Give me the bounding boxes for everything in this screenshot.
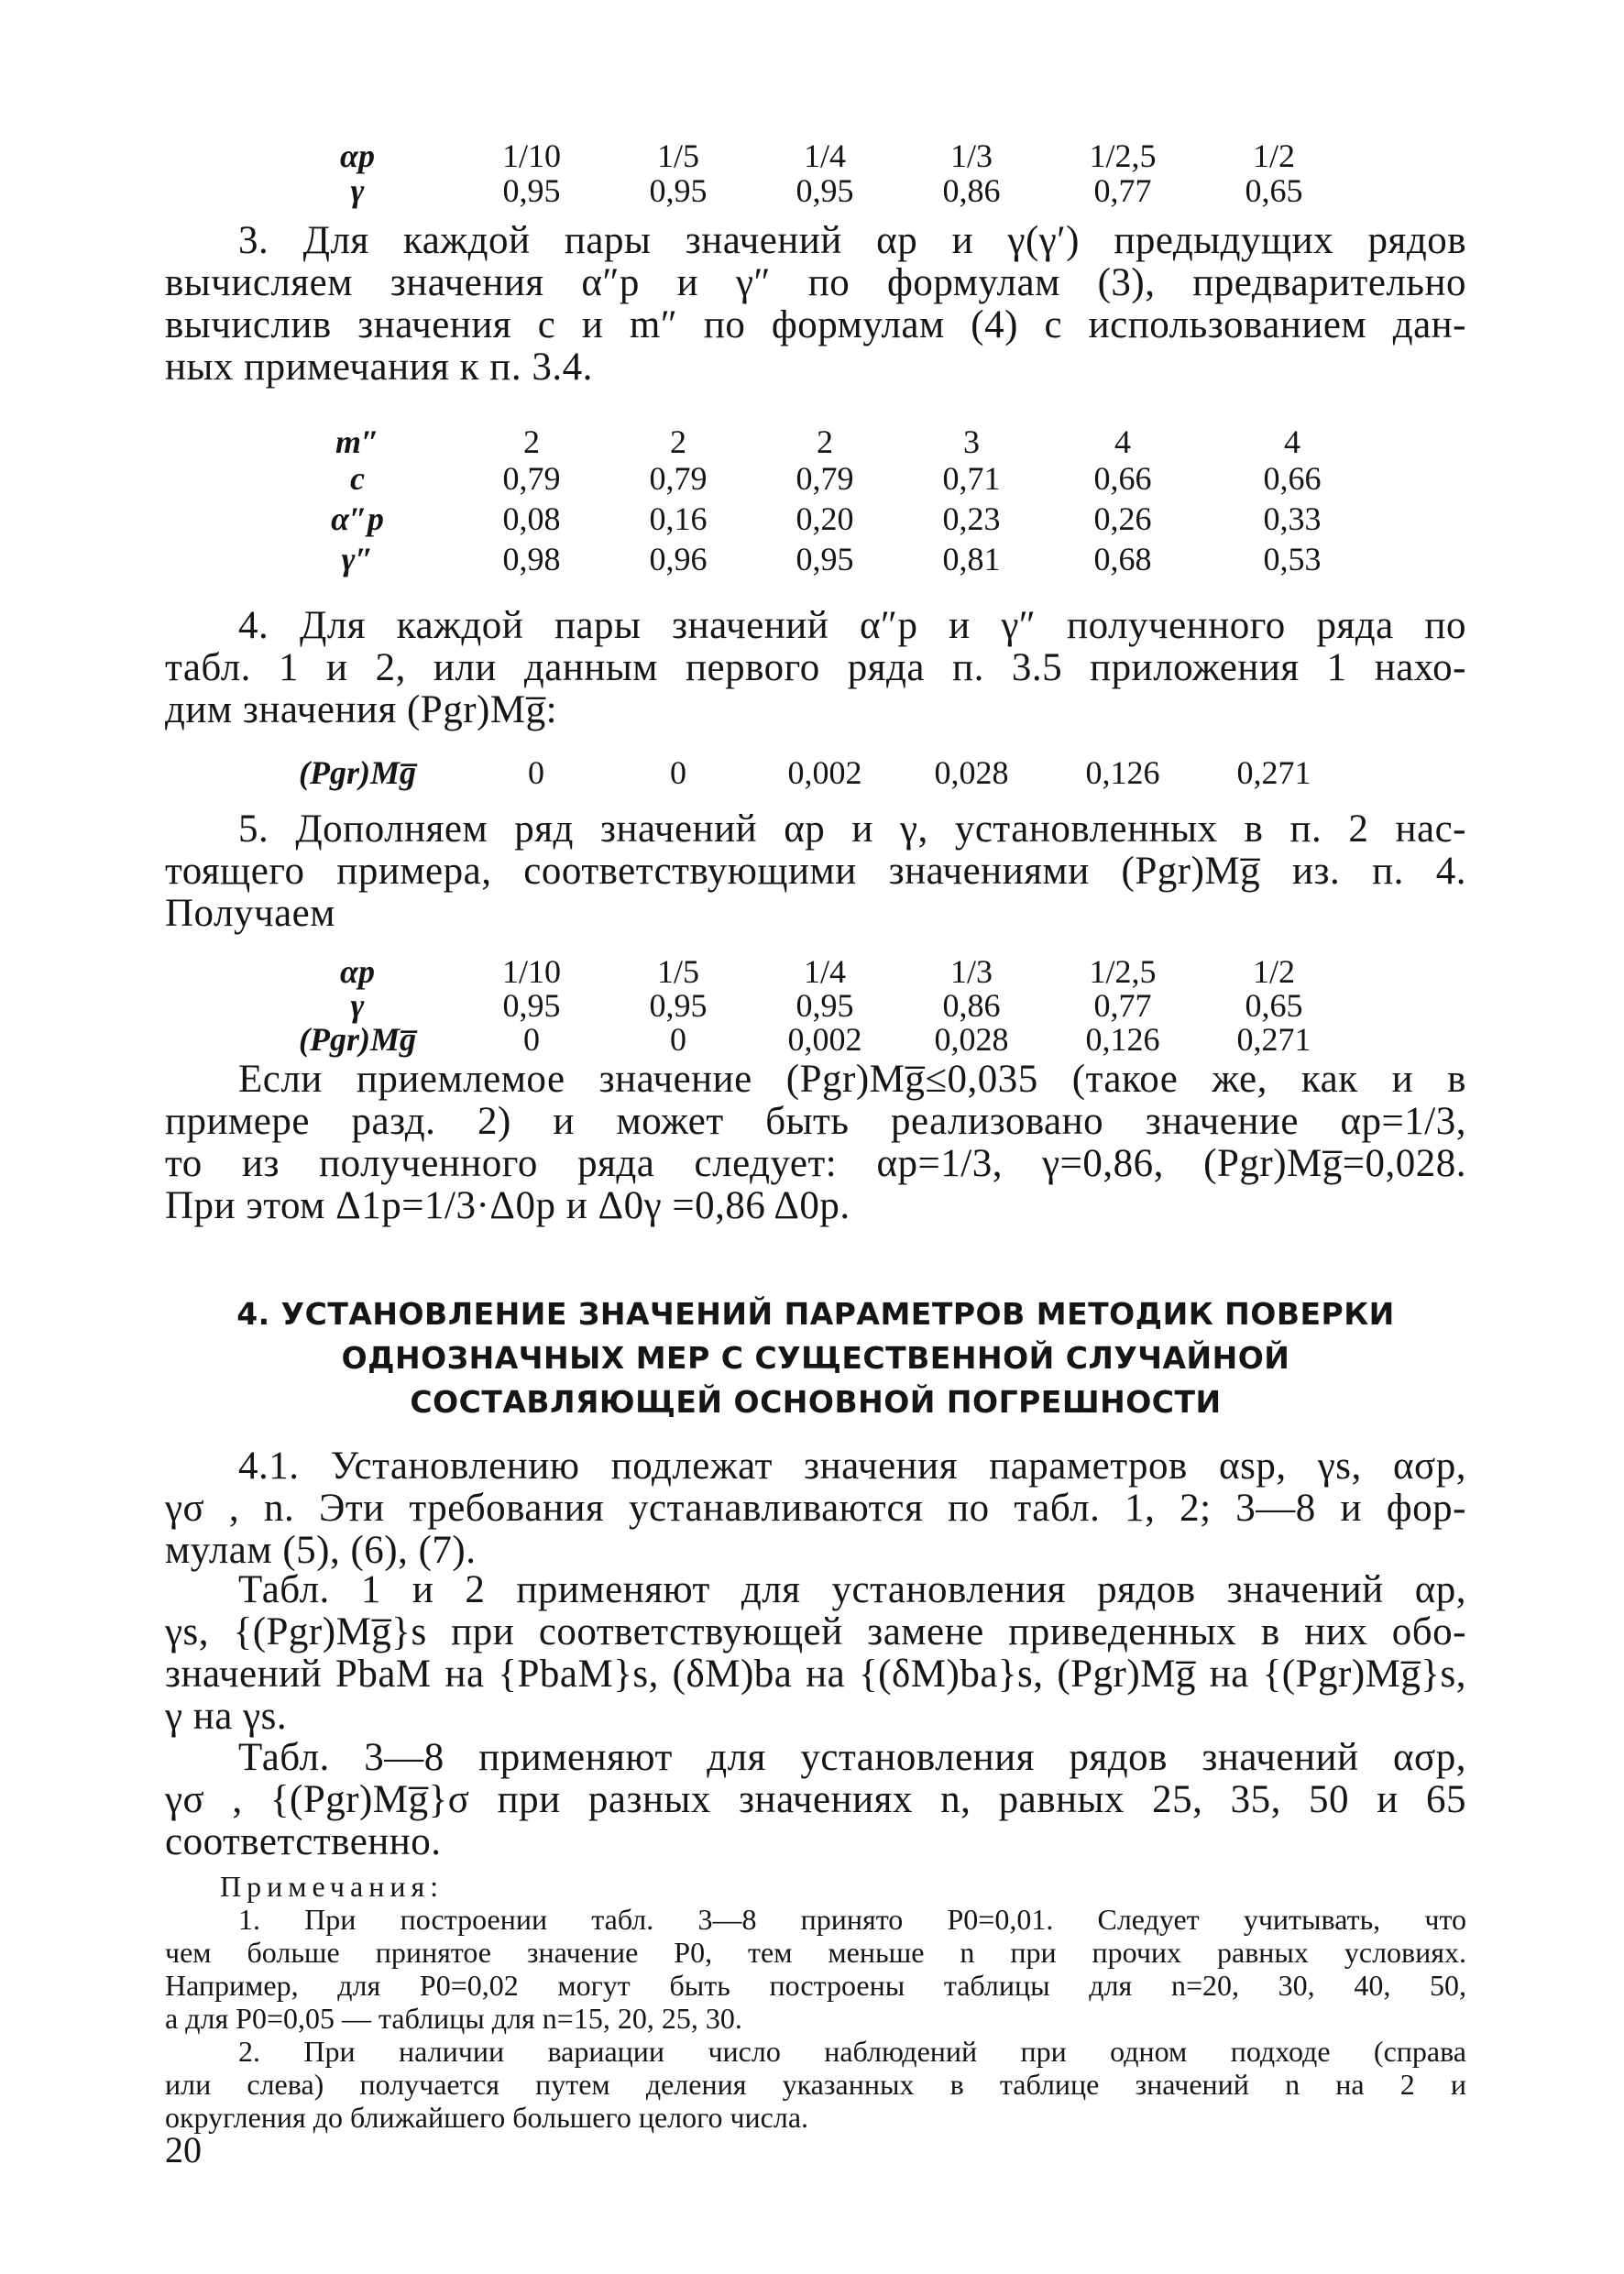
text-line: соответственно. (165, 1820, 442, 1863)
note-line: чем больше принятое значение P0, тем меньше n при прочих равных условиях. (165, 1936, 1466, 1969)
table-cell: 0,95 (796, 541, 854, 577)
table-cell: 0,66 (1263, 460, 1322, 497)
heading-line: СОСТАВЛЯЮЩЕЙ ОСНОВНОЙ ПОГРЕШНОСТИ (410, 1384, 1222, 1420)
table-cell: 4 (1114, 423, 1131, 460)
paragraph-4-1 (165, 1445, 1466, 1572)
paragraph-tables-1-2 (165, 1569, 1466, 1738)
table-cell: 1/10 (501, 137, 561, 174)
table-row (0, 953, 1624, 992)
paragraph-5 (165, 808, 1466, 935)
table-cell: 0,271 (1236, 1021, 1311, 1058)
text-line: 4. Для каждой пары значений α″p и γ″ полученного ряда по (238, 604, 1466, 647)
table-cell: 2 (817, 423, 833, 460)
paragraph-4 (165, 605, 1466, 731)
text-line: γs, {(Pgr)Mg̅}s при соответствующей замене приведенных в них обо- (165, 1610, 1466, 1653)
table-cell: 0,95 (796, 172, 854, 209)
text-line: мулам (5), (6), (7). (165, 1529, 477, 1572)
table-row (0, 500, 1624, 539)
table-row (0, 754, 1624, 793)
page-number: 20 (165, 2129, 202, 2170)
table-cell: 0,002 (787, 1021, 862, 1058)
table-cell: 0,23 (942, 500, 1001, 537)
note-line: 1. При построении табл. 3—8 принято P0=0,01. Следует учитывать, что (238, 1903, 1466, 1936)
heading-line: ОДНОЗНАЧНЫХ МЕР С СУЩЕСТВЕННОЙ СЛУЧАЙНОЙ (341, 1340, 1290, 1376)
table-cell: 0,33 (1263, 500, 1322, 537)
table-cell: 1/3 (949, 137, 993, 174)
table-cell: 0,95 (649, 172, 708, 209)
table-cell: 0,98 (502, 541, 561, 577)
table-cell: 0,028 (934, 754, 1009, 791)
table-cell: 0,79 (796, 460, 854, 497)
table-cell: 1/5 (656, 137, 699, 174)
text-line: γσ , n. Эти требования устанавливаются по табл. 1, 2; 3—8 и фор- (165, 1487, 1466, 1530)
text-line: Табл. 3—8 применяют для установления рядов значений ασp, (238, 1736, 1466, 1779)
table-cell: 0,65 (1245, 987, 1303, 1024)
text-line: 3. Для каждой пары значений αp и γ(γ′) предыдущих рядов (238, 219, 1466, 262)
text-line: примере разд. 2) и может быть реализовано значение αp=1/3, (165, 1100, 1466, 1143)
table-row (0, 460, 1624, 499)
table-cell: 0,26 (1093, 500, 1152, 537)
table-cell: 0,126 (1085, 754, 1160, 791)
text-line: дим значения (Pgr)Mg̅: (165, 688, 558, 731)
text-line: 4.1. Установлению подлежат значения параметров αsp, γs, ασp, (238, 1445, 1466, 1488)
table-row (0, 172, 1624, 211)
table-cell: 0,028 (934, 1021, 1009, 1058)
table-cell: 0,77 (1093, 172, 1152, 209)
note-line: 2. При наличии вариации число наблюдений при одном подходе (справа (238, 2035, 1466, 2068)
note-line: а для P0=0,05 — таблицы для n=15, 20, 25, 30. (165, 2002, 742, 2035)
table-cell: 0,002 (787, 754, 862, 791)
table-cell: 1/5 (656, 953, 699, 990)
table-cell: 0,79 (502, 460, 561, 497)
text-line: Получаем (165, 892, 335, 935)
table-row (0, 137, 1624, 176)
paragraph-3 (165, 220, 1466, 389)
table-row (0, 987, 1624, 1026)
row-label: (Pgr)Mg̅ (299, 754, 416, 791)
text-line: γ на γs. (165, 1695, 288, 1738)
table-cell: 0,126 (1085, 1021, 1160, 1058)
table-cell: 1/2,5 (1089, 137, 1157, 174)
table-cell: 1/2 (1252, 137, 1295, 174)
text-line: тоящего примера, соответствующими значениями (Pgr)Mg̅ из. п. 4. (165, 850, 1466, 893)
table-cell: 0,95 (502, 172, 561, 209)
section-heading (183, 1292, 1448, 1424)
table-cell: 3 (963, 423, 980, 460)
paragraph-conclusion (165, 1059, 1466, 1227)
table-cell: 0,68 (1093, 541, 1152, 577)
table-cell: 0,65 (1245, 172, 1303, 209)
table-cell: 0,95 (796, 987, 854, 1024)
table-cell: 1/4 (803, 953, 846, 990)
text-line: табл. 1 и 2, или данным первого ряда п. 3.5 приложения 1 нахо- (165, 646, 1466, 689)
table-cell: 2 (523, 423, 540, 460)
text-line: γσ , {(Pgr)Mg̅}σ при разных значениях n, равных 25, 35, 50 и 65 (165, 1778, 1466, 1821)
table-cell: 0,95 (649, 987, 708, 1024)
row-label: c (350, 460, 365, 497)
table-cell: 0 (523, 1021, 540, 1058)
table-cell: 0,81 (942, 541, 1001, 577)
table-cell: 4 (1284, 423, 1300, 460)
row-label: γ (350, 987, 365, 1024)
table-cell: 0 (528, 754, 544, 791)
table-row (0, 541, 1624, 579)
text-line: то из полученного ряда следует: αp=1/3, γ=0,86, (Pgr)Mg̅=0,028. (165, 1142, 1466, 1185)
table-cell: 0,77 (1093, 987, 1152, 1024)
table-cell: 0,96 (649, 541, 708, 577)
note-line: округления до ближайшего большего целого числа. (165, 2101, 809, 2134)
text-line: вычислив значения c и m″ по формулам (4) с использованием дан- (165, 303, 1466, 346)
notes-block (165, 1870, 1466, 2134)
row-label: m″ (335, 423, 379, 460)
note-line: Например, для P0=0,02 могут быть построены таблицы для n=20, 30, 40, 50, (165, 1969, 1466, 2002)
text-line: 5. Дополняем ряд значений αp и γ, установленных в п. 2 нас- (238, 807, 1466, 851)
table-cell: 0,16 (649, 500, 708, 537)
table-cell: 0,86 (942, 987, 1001, 1024)
row-label: αp (340, 137, 375, 174)
table-cell: 1/3 (949, 953, 993, 990)
row-label: γ (350, 172, 365, 209)
table-row (0, 423, 1624, 462)
text-line: Если приемлемое значение (Pgr)Mg̅≤0,035 (такое же, как и в (238, 1058, 1466, 1101)
table-cell: 2 (670, 423, 686, 460)
text-line: вычисляем значения α″p и γ″ по формулам (3), предварительно (165, 261, 1466, 304)
table-cell: 1/2,5 (1089, 953, 1157, 990)
note-line: или слева) получается путем деления указанных в таблице значений n на 2 и (165, 2068, 1467, 2101)
text-line: При этом Δ1p=1/3·Δ0p и Δ0γ =0,86 Δ0p. (165, 1184, 850, 1227)
table-row (0, 1021, 1624, 1060)
table-cell: 1/2 (1252, 953, 1295, 990)
table-cell: 0 (670, 1021, 686, 1058)
table-cell: 1/4 (803, 137, 846, 174)
table-cell: 0 (670, 754, 686, 791)
table-cell: 0,71 (942, 460, 1001, 497)
text-line: значений PbaM на {PbaM}s, (δM)ba на {(δM)ba}s, (Pgr)Mg̅ на {(Pgr)Mg̅}s, (165, 1653, 1466, 1696)
table-cell: 0,95 (502, 987, 561, 1024)
table-cell: 0,271 (1236, 754, 1311, 791)
row-label: γ″ (341, 541, 374, 577)
table-cell: 0,86 (942, 172, 1001, 209)
text-line: ных примечания к п. 3.4. (165, 346, 593, 389)
row-label: α″p (331, 500, 384, 537)
table-cell: 0,20 (796, 500, 854, 537)
table-cell: 1/10 (501, 953, 561, 990)
paragraph-tables-3-8 (165, 1737, 1466, 1863)
row-label: αp (340, 953, 375, 990)
heading-line: 4. УСТАНОВЛЕНИЕ ЗНАЧЕНИЙ ПАРАМЕТРОВ МЕТОДИК ПОВЕРКИ (236, 1296, 1395, 1332)
table-cell: 0,66 (1093, 460, 1152, 497)
notes-title: Примечания: (220, 1870, 444, 1903)
row-label: (Pgr)Mg̅ (299, 1021, 416, 1058)
table-cell: 0,79 (649, 460, 708, 497)
table-cell: 0,08 (502, 500, 561, 537)
table-cell: 0,53 (1263, 541, 1322, 577)
text-line: Табл. 1 и 2 применяют для установления рядов значений αp, (238, 1568, 1466, 1611)
